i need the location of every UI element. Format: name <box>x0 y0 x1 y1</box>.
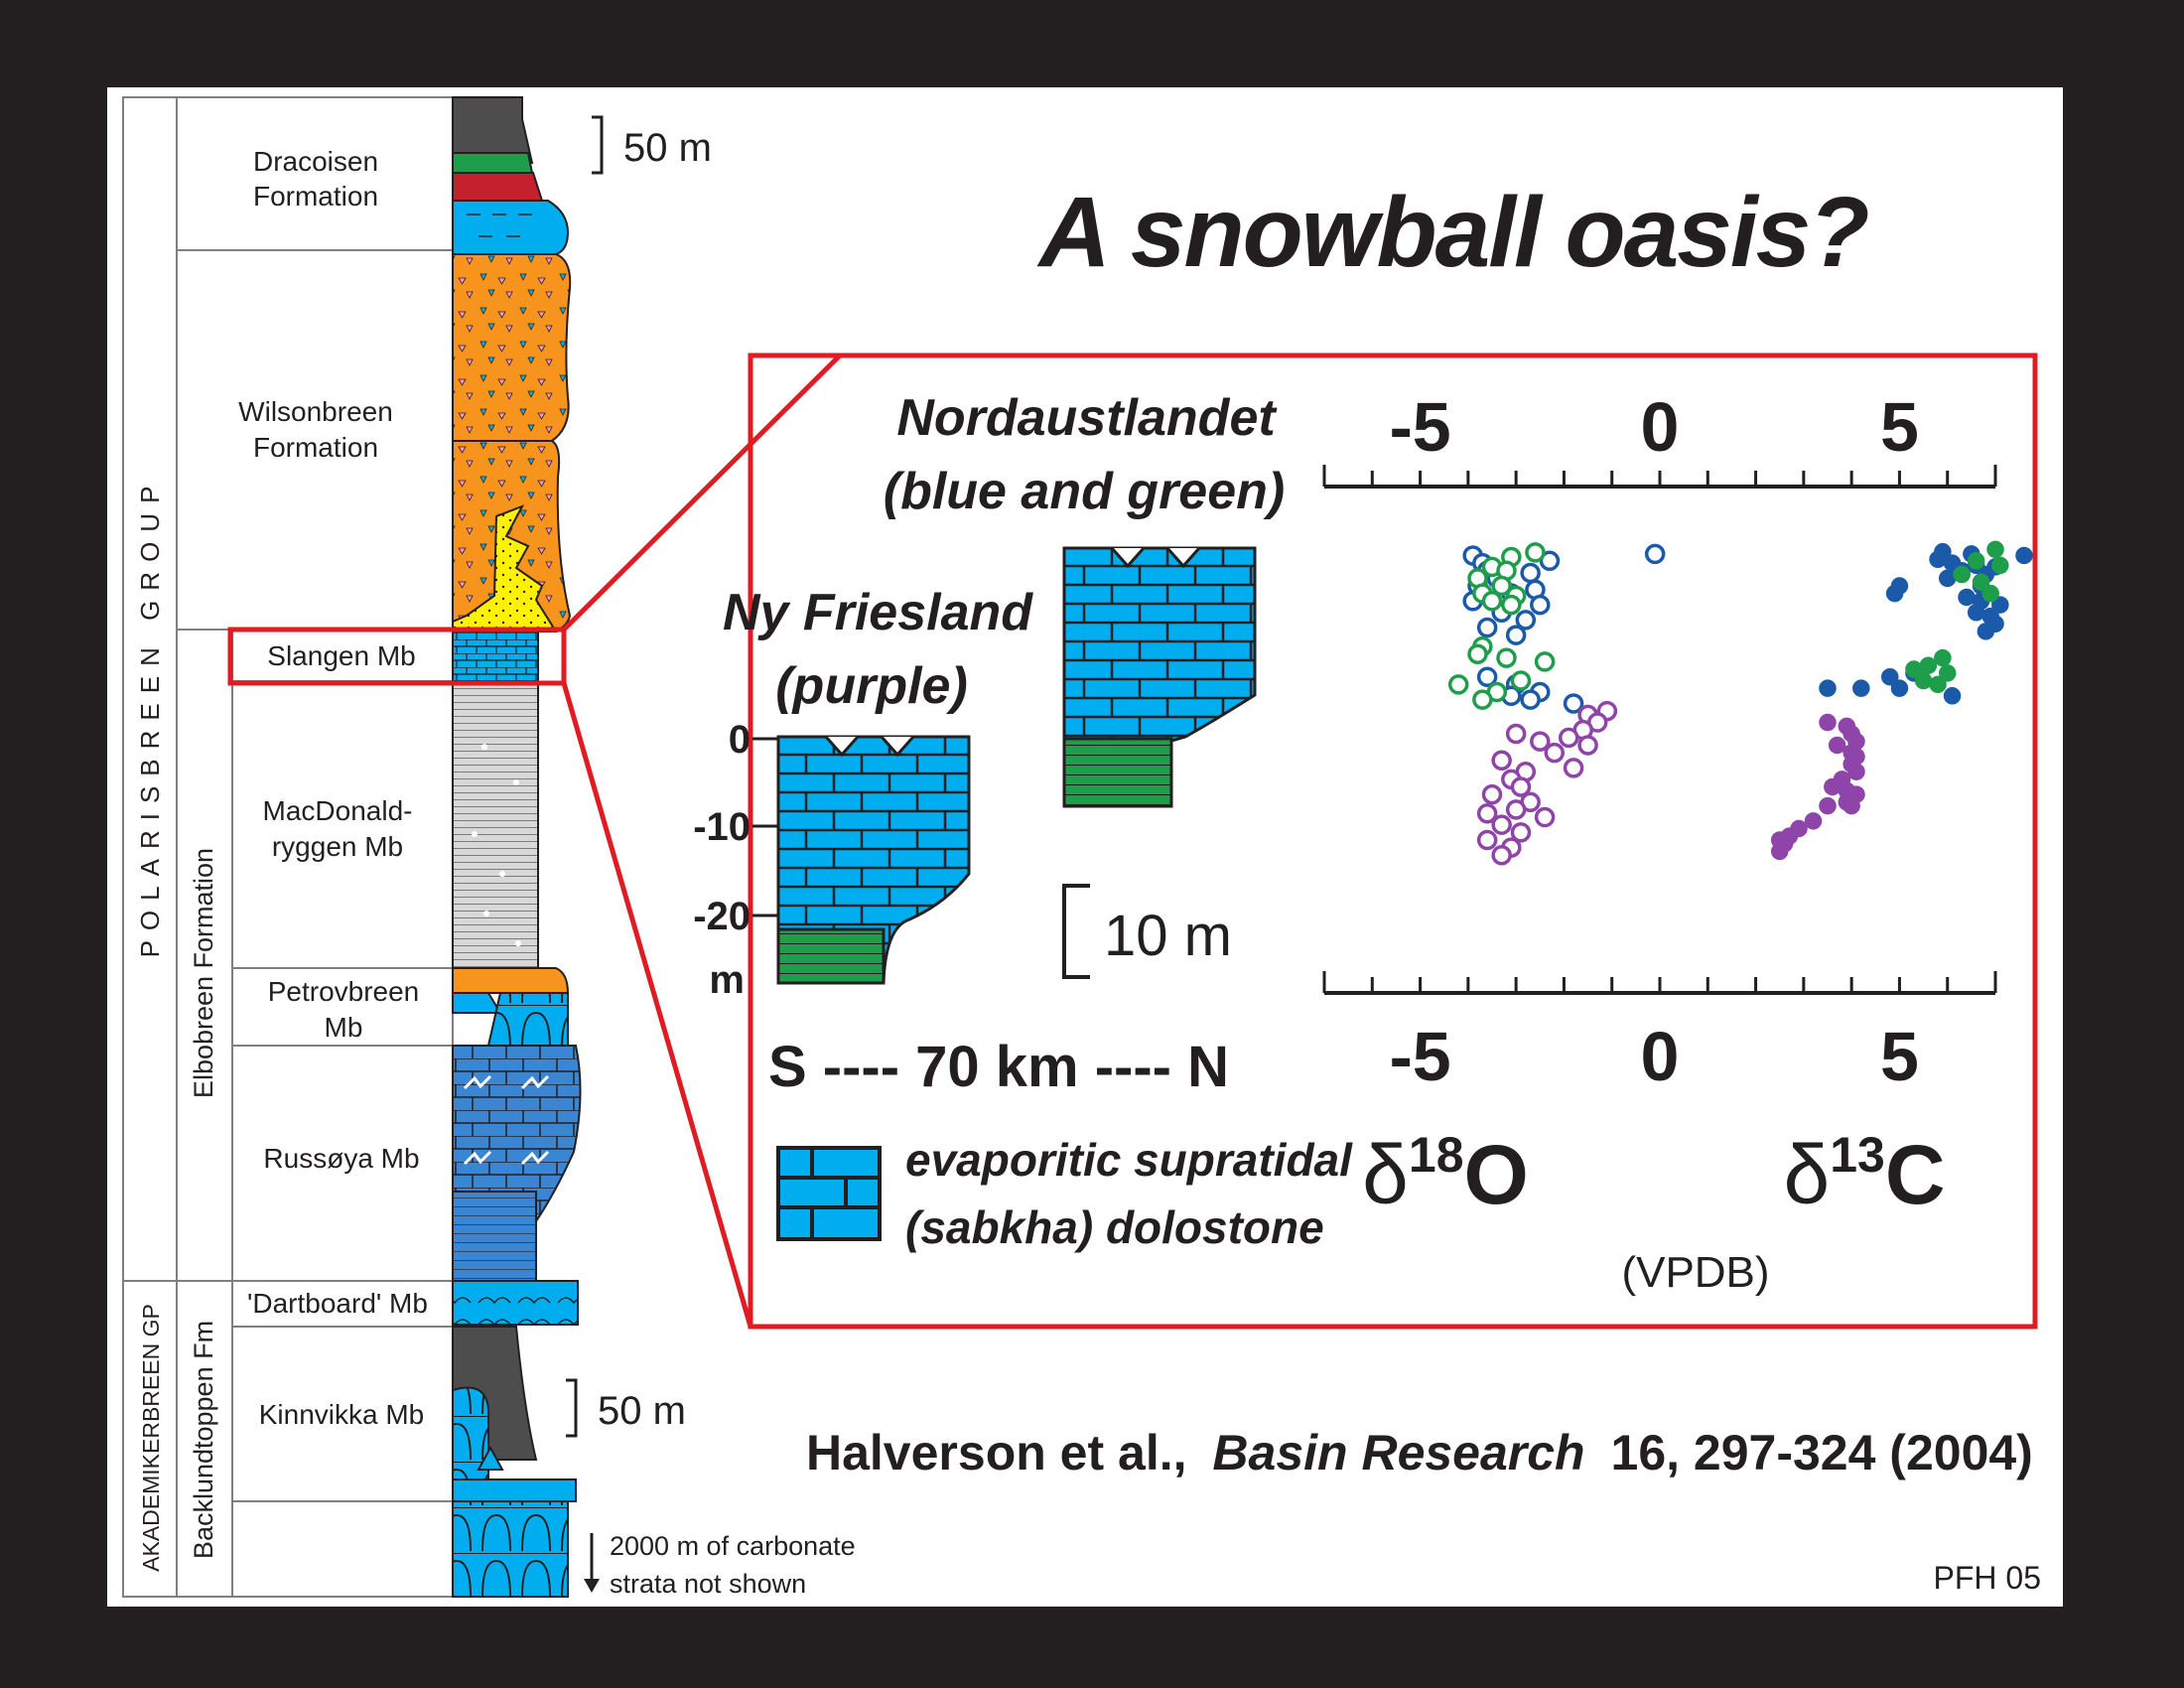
unit-petrovbreen-line1: Petrovbreen <box>267 976 420 1007</box>
down-arrow-icon <box>584 1533 600 1593</box>
data-point-d18o-purple <box>1484 786 1501 803</box>
data-point-d13c-green <box>1982 586 1998 602</box>
citation-details: 16, 297-324 (2004) <box>1610 1425 2033 1480</box>
unit-russoya: Russøya Mb <box>263 1143 420 1174</box>
data-point-d18o-purple <box>1479 831 1496 848</box>
data-point-d13c-purple <box>1843 798 1859 814</box>
inset <box>693 388 2032 1297</box>
data-point-d18o-green <box>1512 672 1529 689</box>
axis-tick-label-bottom: -5 <box>1389 1018 1451 1095</box>
data-point-d13c-blue <box>1940 570 1956 586</box>
data-point-d18o-green <box>1469 645 1486 662</box>
axis-tick-label-top: 5 <box>1879 388 1919 466</box>
scale-bar-top <box>592 117 602 173</box>
data-point-d13c-green <box>1969 553 1984 569</box>
data-point-d18o-green <box>1527 544 1544 561</box>
data-point-d13c-blue <box>1930 551 1946 567</box>
unit-kinnvikka: Kinnvikka Mb <box>258 1399 425 1430</box>
data-point-d13c-green <box>1954 567 1970 583</box>
data-point-d18o-green <box>1537 653 1554 670</box>
note-line1: 2000 m of carbonate <box>610 1531 856 1561</box>
data-point-d18o-blue <box>1508 627 1525 643</box>
data-point-d13c-green <box>1930 676 1946 692</box>
label-vpdb: (VPDB) <box>1621 1248 1770 1297</box>
page-title: A snowball oasis? <box>1038 177 1868 288</box>
data-point-d18o-purple <box>1566 760 1582 776</box>
data-point-d13c-blue <box>1891 680 1907 696</box>
data-point-d18o-blue <box>1479 620 1496 636</box>
data-point-d18o-blue <box>1522 565 1539 582</box>
data-point-d13c-purple <box>1825 778 1841 794</box>
group-label-akademikerbreen: AKADEMIKERBREEN GP <box>138 1304 164 1572</box>
unit-dracoisen-line2: Formation <box>252 181 379 211</box>
citation-authors: Halverson et al., <box>806 1425 1187 1480</box>
data-point-d13c-purple <box>1830 737 1845 753</box>
scale-label-10m: 10 m <box>1104 904 1232 968</box>
scale-label-top: 50 m <box>623 126 712 170</box>
data-point-d13c-blue <box>1945 688 1961 704</box>
data-point-d13c-blue <box>1887 586 1903 602</box>
data-point-d13c-purple <box>1772 843 1788 859</box>
label-delta13C: $\delta^{13}C$ <box>1783 1127 1946 1221</box>
depth-tick-0: 0 <box>728 718 751 762</box>
data-point-d18o-green <box>1498 649 1515 666</box>
formation-label-elbobreen: Elbobreen Formation <box>189 847 218 1099</box>
data-point-d13c-green <box>1992 557 2008 573</box>
callout-connector-bottom <box>564 683 751 1327</box>
axis-tick-label-top: -5 <box>1389 388 1451 466</box>
formation-label-backlundtoppen: Backlundtoppen Fm <box>189 1320 218 1560</box>
data-point-d18o-purple <box>1493 847 1510 864</box>
axis-tick-label-bottom: 5 <box>1879 1018 1919 1095</box>
label-delta18O: $\delta^{18}O$ <box>1362 1127 1529 1221</box>
axis-tick-label-top: 0 <box>1640 388 1680 466</box>
credit: PFH 05 <box>1933 1560 2041 1596</box>
lithology-column <box>453 97 581 1597</box>
data-point-d18o-green <box>1474 691 1491 708</box>
label-nordaustlandet-line2: (blue and green) <box>883 463 1286 520</box>
data-point-d18o-purple <box>1508 726 1525 743</box>
data-point-d13c-green <box>1987 541 2003 557</box>
unit-dartboard: 'Dartboard' Mb <box>247 1288 428 1319</box>
section-nyfriesland <box>778 737 969 983</box>
unit-petrovbreen-line2: Mb <box>324 1012 363 1043</box>
data-point-d18o-blue <box>1532 597 1549 614</box>
unit-wilsonbreen-line1: Wilsonbreen <box>238 396 393 427</box>
unit-macdonaldryggen-line2: ryggen Mb <box>271 831 404 862</box>
data-point-d13c-green <box>1916 673 1932 689</box>
section-nordaustlandet <box>1064 548 1255 806</box>
data-point-d13c-green <box>1920 657 1936 673</box>
data-point-d18o-purple <box>1561 729 1577 746</box>
isotope-scatter-chart <box>1324 388 2032 1095</box>
data-point-d13c-blue <box>2016 547 2032 563</box>
data-point-d13c-green <box>1935 650 1951 666</box>
transect-label: S ---- 70 km ---- N <box>768 1035 1229 1099</box>
depth-tick-10: -10 <box>693 805 751 849</box>
data-point-d18o-green <box>1503 597 1520 614</box>
axis-tick-label-bottom: 0 <box>1640 1018 1680 1095</box>
data-point-d13c-blue <box>1820 680 1836 696</box>
scale-bar-10m <box>1064 886 1090 977</box>
label-nordaustlandet-line1: Nordaustlandet <box>896 389 1276 447</box>
data-point-d18o-blue <box>1522 691 1539 708</box>
data-point-d13c-purple <box>1806 813 1822 829</box>
depth-tick-20: -20 <box>693 895 751 938</box>
data-point-d18o-purple <box>1493 816 1510 833</box>
data-point-d13c-purple <box>1820 715 1836 731</box>
data-point-d18o-green <box>1450 676 1467 693</box>
unit-macdonaldryggen-line1: MacDonald- <box>262 795 413 826</box>
legend-line2: (sabkha) dolostone <box>905 1201 1324 1253</box>
data-point-d13c-blue <box>1853 680 1869 696</box>
data-point-d18o-purple <box>1508 801 1525 818</box>
data-point-d18o-purple <box>1493 752 1510 769</box>
data-point-d13c-purple <box>1848 764 1864 779</box>
note-line2: strata not shown <box>610 1569 807 1599</box>
legend-dolostone-swatch <box>778 1148 880 1239</box>
citation-journal: Basin Research <box>1212 1425 1585 1480</box>
data-point-d13c-blue <box>1959 589 1975 605</box>
data-point-d18o-purple <box>1537 809 1554 826</box>
unit-dracoisen-line1: Dracoisen <box>252 146 379 177</box>
scale-label-bottom: 50 m <box>598 1389 686 1433</box>
data-point-d18o-purple <box>1579 737 1596 754</box>
label-nyfriesland-line1: Ny Friesland <box>722 584 1033 641</box>
data-point-d13c-purple <box>1820 798 1836 814</box>
depth-axis <box>693 718 778 1002</box>
data-point-d13c-blue <box>1978 624 1993 639</box>
data-point-d13c-blue <box>1969 605 1984 621</box>
citation <box>806 1425 2033 1480</box>
legend-line1: evaporitic supratidal <box>905 1134 1352 1186</box>
data-point-d18o-blue <box>1647 545 1664 562</box>
data-point-d18o-purple <box>1546 745 1563 762</box>
unit-wilsonbreen-line2: Formation <box>252 432 379 463</box>
data-point-d18o-green <box>1484 593 1501 610</box>
depth-unit: m <box>709 958 745 1002</box>
unit-slangen: Slangen Mb <box>267 640 416 671</box>
group-label-polarisbreen: POLARISBREEN GROUP <box>135 476 165 958</box>
scale-bar-bottom <box>566 1380 576 1436</box>
label-nyfriesland-line2: (purple) <box>775 657 968 715</box>
